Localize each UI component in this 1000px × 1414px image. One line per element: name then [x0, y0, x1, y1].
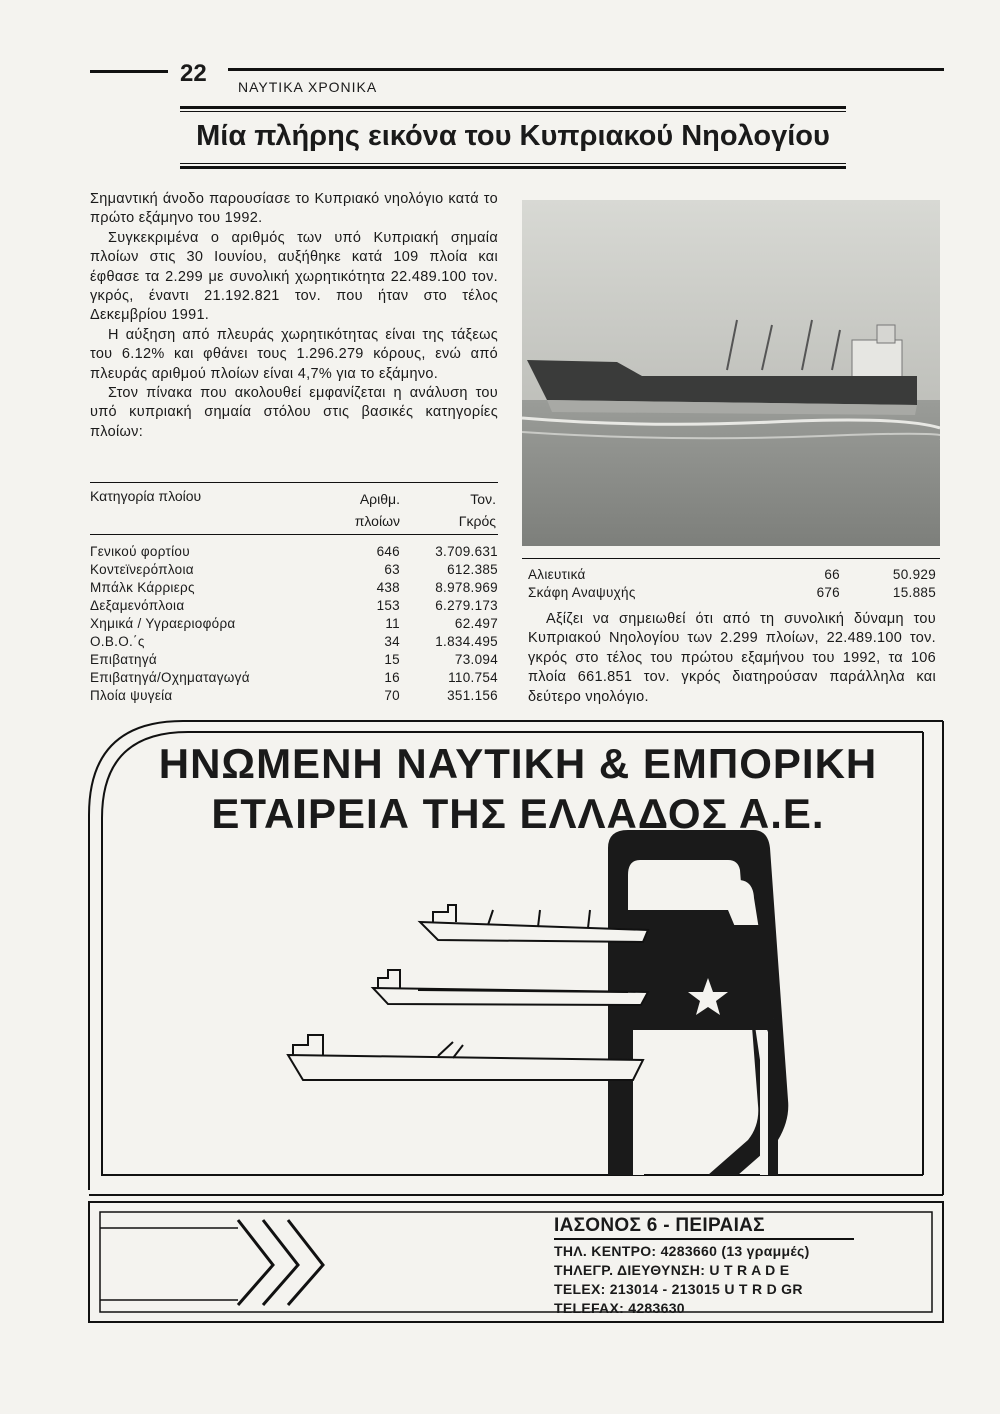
- table-row: [90, 651, 498, 669]
- table-rule-top: [90, 482, 498, 483]
- header-rule-left: [90, 70, 168, 73]
- col-header-count: [330, 488, 400, 532]
- advertisement: [88, 720, 944, 1340]
- table-rule-header: [90, 534, 498, 535]
- cell-count: 63: [384, 562, 400, 577]
- col-header-tons-line2: Γκρός: [458, 513, 496, 529]
- address-underline: [554, 1238, 854, 1240]
- col-header-tons-line1: Τον.: [470, 491, 496, 507]
- cell-category: Γενικού φορτίου: [90, 544, 190, 559]
- company-telex: TELEX: 213014 - 213015 U T R D GR: [554, 1281, 803, 1297]
- cell-category: Επιβατηγά/Οχηματαγωγά: [90, 670, 250, 685]
- cell-count: 11: [385, 616, 400, 631]
- cell-category: Πλοία ψυγεία: [90, 688, 173, 703]
- ship-photo: [522, 200, 940, 546]
- table-row: [90, 687, 498, 705]
- table-row: [528, 584, 936, 602]
- cell-category: Σκάφη Αναψυχής: [528, 585, 636, 600]
- col-header-tons: [420, 488, 496, 532]
- cell-tons: 50.929: [892, 567, 936, 582]
- cell-tons: 351.156: [447, 688, 498, 703]
- cell-count: 15: [384, 652, 400, 667]
- cell-tons: 8.978.969: [435, 580, 498, 595]
- cell-count: 438: [376, 580, 400, 595]
- title-rule-bottom-thin: [180, 163, 846, 164]
- title-rule-top: [180, 106, 846, 109]
- col-header-count-line1: Αριθμ.: [359, 491, 400, 507]
- cell-tons: 612.385: [447, 562, 498, 577]
- cell-count: 153: [376, 598, 400, 613]
- cell-tons: 1.834.495: [435, 634, 498, 649]
- table-row: [90, 561, 498, 579]
- journal-name: ΝΑΥΤΙΚΑ ΧΡΟΝΙΚΑ: [238, 79, 378, 95]
- table-row: [90, 633, 498, 651]
- col-header-count-line2: πλοίων: [354, 513, 400, 529]
- article-body: [90, 190, 498, 442]
- title-rule-top-thin: [180, 111, 846, 112]
- cell-tons: 62.497: [454, 616, 498, 631]
- closing-paragraph: Αξίζει να σημειωθεί ότι από τη συνολική δύναμη του Κυπριακού Νηολογίου των 2.299 πλοίων, 22.489.100 τον. γκρός στο τέλος του πρώτου εξαμήνου του 1992, τα 106 πλοία 661.851 τον. γκρός διατηρούσαν παράλληλα και δεύτερο νηολόγιο.: [528, 611, 936, 705]
- company-phone: ΤΗΛ. ΚΕΝΤΡΟ: 4283660 (13 γραμμές): [554, 1243, 810, 1259]
- company-name-line2: ΕΤΑΙΡΕΙΑ ΤΗΣ ΕΛΛΑΔΟΣ Α.Ε.: [211, 790, 825, 837]
- cell-tons: 3.709.631: [435, 544, 498, 559]
- cell-tons: 110.754: [448, 670, 498, 685]
- table-row: [90, 615, 498, 633]
- cell-category: Επιβατηγά: [90, 652, 157, 667]
- company-telegraph: ΤΗΛΕΓΡ. ΔΙΕΥΘΥΝΣΗ: U T R A D E: [554, 1262, 790, 1278]
- cell-tons: 15.885: [892, 585, 936, 600]
- paragraph-1: Σημαντική άνοδο παρουσίασε το Κυπριακό νηολόγιο κατά το πρώτο εξάμηνο του 1992.: [90, 191, 498, 227]
- header-rule-right: [228, 68, 944, 71]
- table-row: [90, 669, 498, 687]
- cell-category: Χημικά / Υγραεριοφόρα: [90, 616, 236, 631]
- fleet-table-continued: [528, 566, 936, 602]
- cell-count: 70: [384, 688, 400, 703]
- table-row: [90, 579, 498, 597]
- table-continued-rule: [522, 558, 940, 559]
- company-name-line1: ΗΝΩΜΕΝΗ ΝΑΥΤΙΚΗ & ΕΜΠΟΡΙΚΗ: [158, 740, 878, 787]
- cell-count: 66: [824, 567, 840, 582]
- paragraph-4: Στον πίνακα που ακολουθεί εμφανίζεται η ανάλυση του υπό κυπριακή σημαία στόλου στις βασικές κατηγορίες πλοίων:: [90, 385, 498, 440]
- cell-category: Κοντεϊνερόπλοια: [90, 562, 194, 577]
- article-title: Μία πλήρης εικόνα του Κυπριακού Νηολογίου: [196, 120, 830, 152]
- table-row: [90, 597, 498, 615]
- paragraph-2: Συγκεκριμένα ο αριθμός των υπό Κυπριακή σημαία πλοίων στις 30 Ιουνίου, αυξήθηκε κατά 109 πλοία και έφθασε τα 2.299 με συνολική χωρητικότητα 22.489.100 τον. γκρός, έναντι 21.192.821 τον. που ήταν στο τέλος Δεκεμβρίου 1991.: [90, 229, 498, 324]
- cell-category: Ο.Β.Ο.΄ς: [90, 634, 145, 649]
- title-rule-bottom: [180, 166, 846, 169]
- table-row: [528, 566, 936, 584]
- cell-category: Δεξαμενόπλοια: [90, 598, 185, 613]
- cell-count: 34: [384, 634, 400, 649]
- closing-paragraph-block: [528, 610, 936, 707]
- table-row: [90, 543, 498, 561]
- cell-category: Αλιευτικά: [528, 567, 586, 582]
- cell-count: 646: [376, 544, 400, 559]
- paragraph-3: Η αύξηση από πλευράς χωρητικότητας είναι της τάξεως του 6.12% και φθάνει τους 1.296.279 κόρους, ενώ από πλευράς αριθμού πλοίων είναι 4,7% για το εξάμηνο.: [90, 326, 498, 382]
- col-header-category: Κατηγορία πλοίου: [90, 488, 202, 504]
- cell-count: 16: [384, 670, 400, 685]
- company-telefax: TELEFAX: 4283630: [554, 1300, 685, 1316]
- cell-count: 676: [816, 585, 840, 600]
- cell-tons: 73.094: [454, 652, 498, 667]
- company-address: ΙΑΣΟΝΟΣ 6 - ΠΕΙΡΑΙΑΣ: [554, 1215, 765, 1236]
- cell-category: Μπάλκ Κάρριερς: [90, 580, 195, 595]
- page-number: 22: [180, 60, 207, 87]
- fleet-table: [90, 543, 498, 705]
- cell-tons: 6.279.173: [435, 598, 498, 613]
